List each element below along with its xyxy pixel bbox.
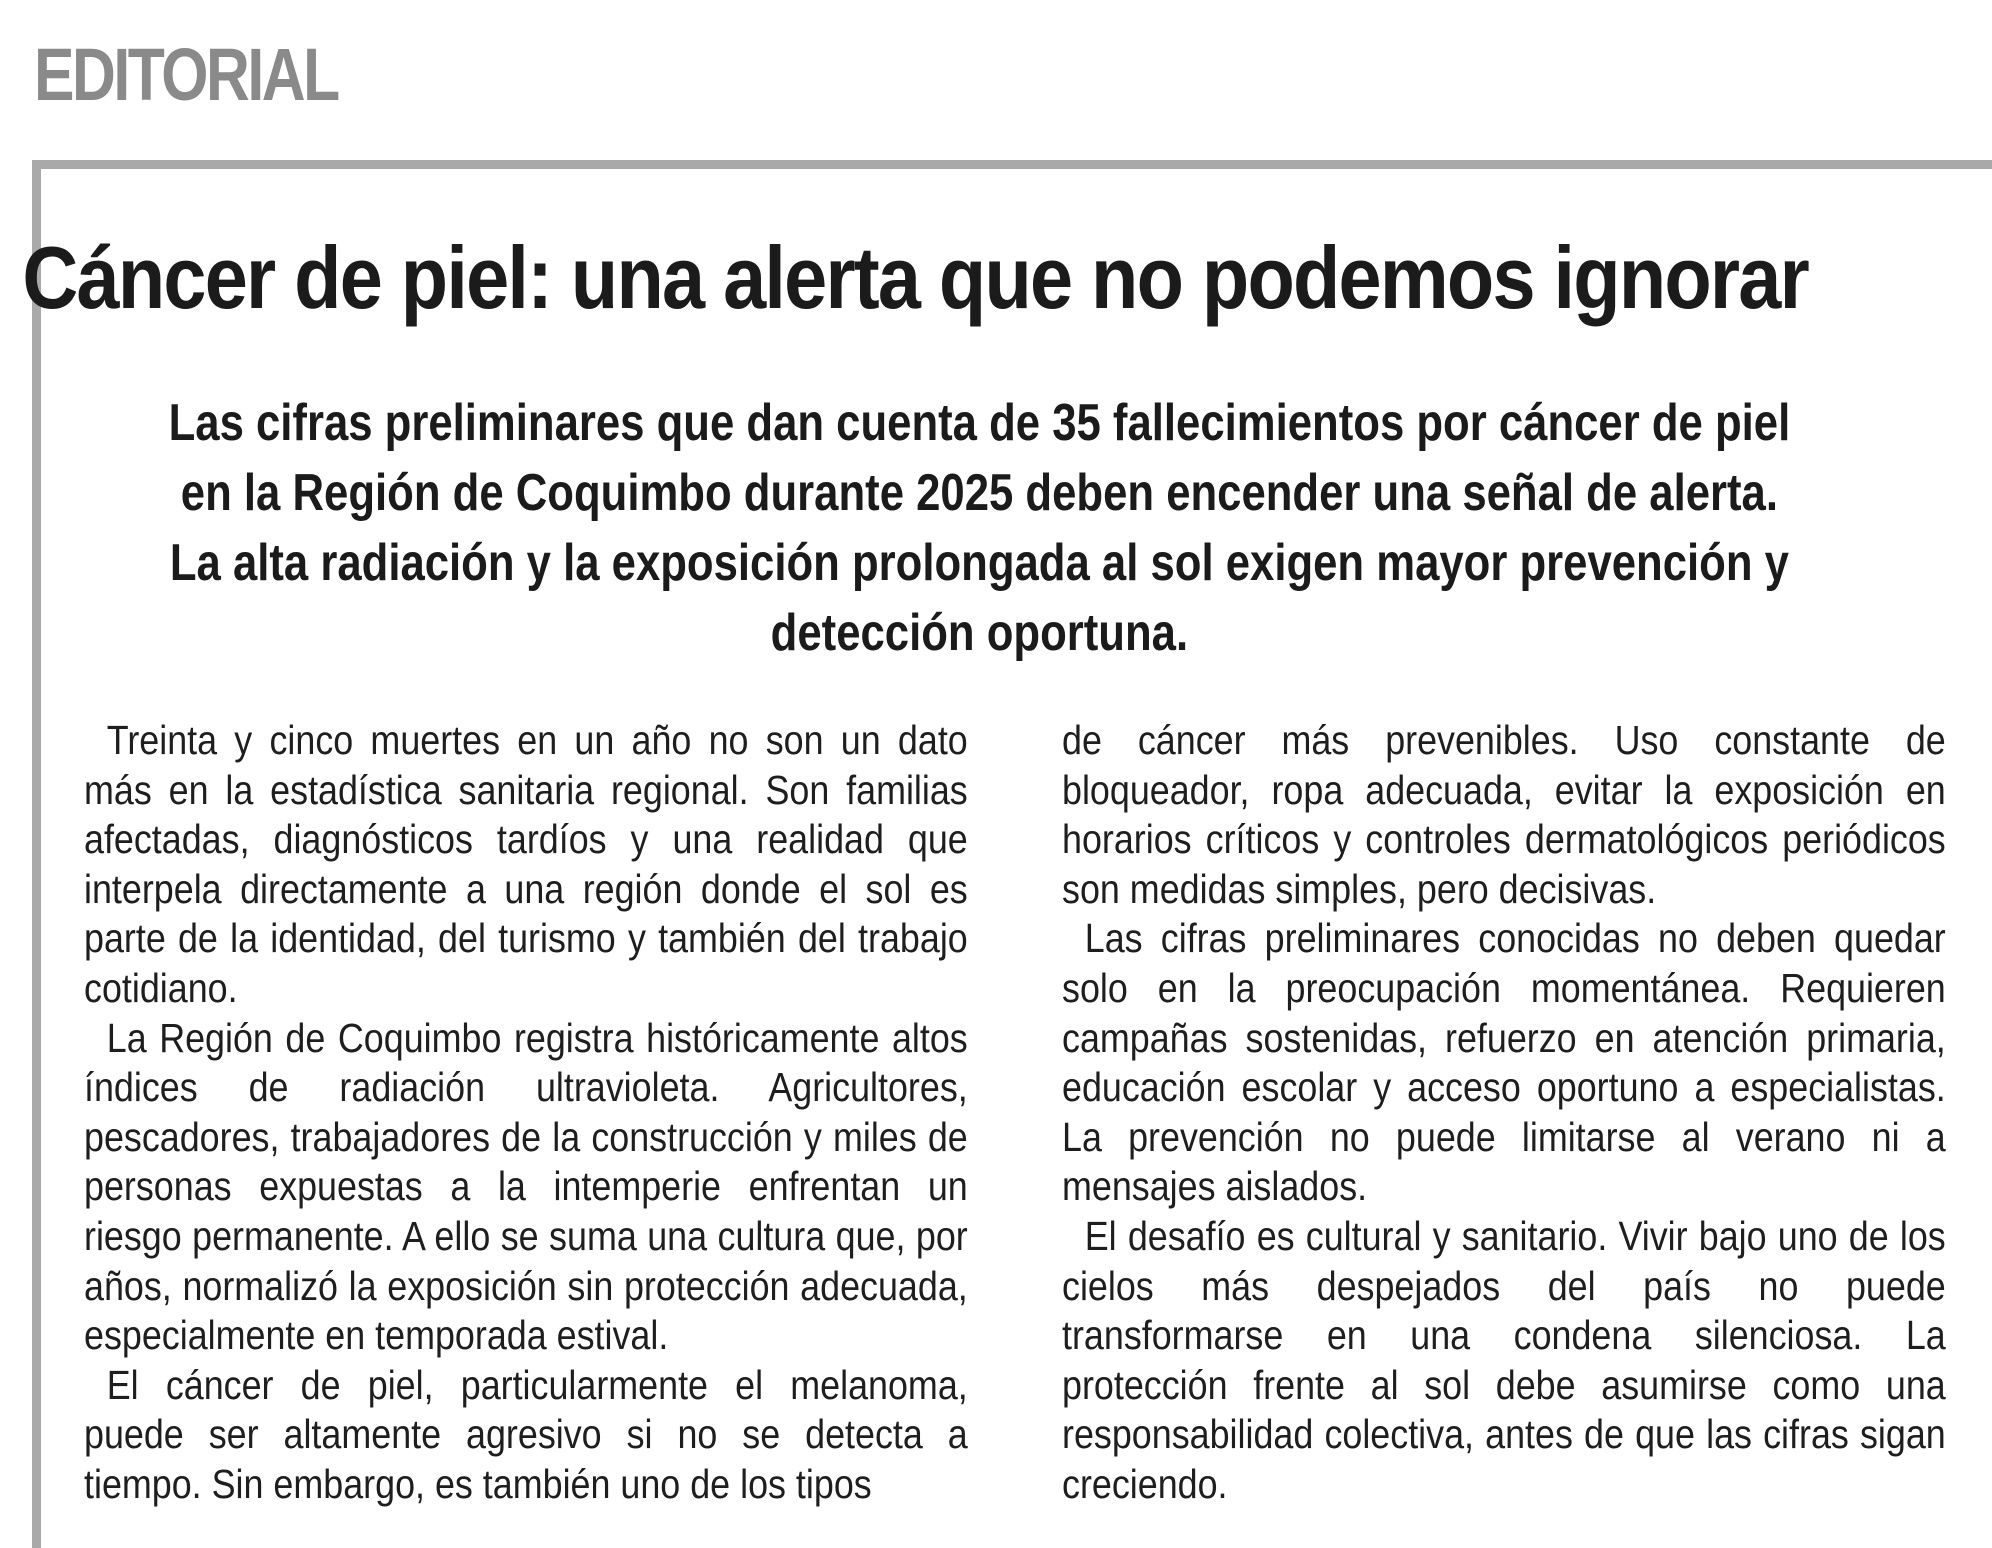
- deck-line: Las cifras preliminares que dan cuenta de 35 fallecimientos por cáncer de piel: [168, 394, 1791, 452]
- deck: [110, 388, 1849, 668]
- body-paragraph: El cáncer de piel, particularmente el melanoma, puede ser altamente agresivo si no se detecta a tiempo. Sin embargo, es también uno de los tipos: [84, 1361, 968, 1507]
- headline: Cáncer de piel: una alerta que no podemos ignorar: [22, 228, 1809, 327]
- body-column-left: [84, 716, 968, 1510]
- body-paragraph: La Región de Coquimbo registra históricamente altos índices de radiación ultravioleta. Agricultores, pescadores, trabajadores de la construcción y miles de personas expuestas a la intemperie enfrentan un riesgo permanente. A ello se suma una cultura que, por años, normalizó la exposición sin protección adecuada, especialmente en temporada estival.: [84, 1014, 968, 1359]
- section-label: EDITORIAL: [34, 33, 338, 116]
- body-column-right: [1062, 716, 1946, 1510]
- deck-line: detección oportuna.: [770, 604, 1189, 662]
- body-paragraph: de cáncer más prevenibles. Uso constante de bloqueador, ropa adecuada, evitar la exposición en horarios críticos y controles dermatológicos periódicos son medidas simples, pero decisivas.: [1062, 717, 1946, 912]
- deck-line: La alta radiación y la exposición prolongada al sol exigen mayor prevención y: [169, 534, 1789, 592]
- body-paragraph: Las cifras preliminares conocidas no deben quedar solo en la preocupación momentánea. Requieren campañas sostenidas, refuerzo en atención primaria, educación escolar y acceso oportuno a especialistas. La prevención no puede limitarse al verano ni a mensajes aislados.: [1062, 915, 1946, 1210]
- body-paragraph: El desafío es cultural y sanitario. Vivir bajo uno de los cielos más despejados del país no puede transformarse en una condena silenciosa. La protección frente al sol debe asumirse como una responsabilidad colectiva, antes de que las cifras sigan creciendo.: [1062, 1212, 1946, 1507]
- deck-line: en la Región de Coquimbo durante 2025 deben encender una señal de alerta.: [180, 464, 1778, 522]
- body-paragraph: Treinta y cinco muertes en un año no son un dato más en la estadística sanitaria regional. Son familias afectadas, diagnósticos tardíos y una realidad que interpela directamente a una región donde el sol es parte de la identidad, del turismo y también del trabajo cotidiano.: [84, 717, 968, 1011]
